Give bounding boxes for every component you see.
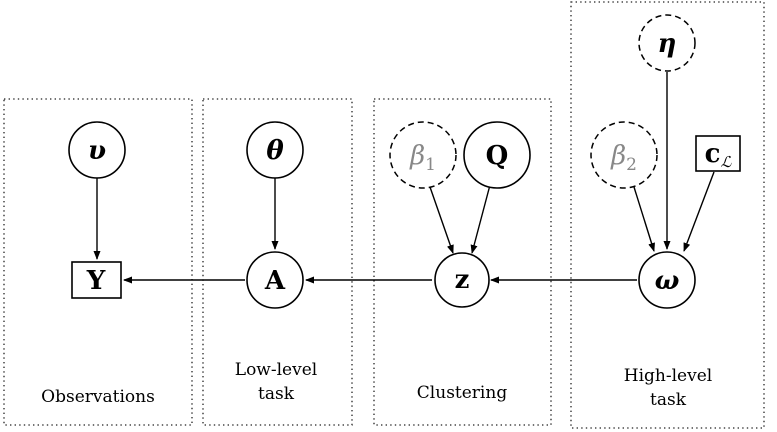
A-symbol: A	[264, 266, 286, 296]
theta-symbol: θ	[266, 136, 284, 166]
Y-symbol: Y	[86, 266, 106, 296]
omega-node	[639, 252, 695, 308]
omega-symbol: ω	[654, 266, 680, 296]
A-node	[247, 252, 303, 308]
eta-node	[639, 15, 695, 71]
cL-subscript: ℒ	[720, 153, 732, 171]
z-node	[435, 253, 489, 307]
beta2-symbol: β	[611, 141, 627, 171]
beta1-subscript: 1	[425, 155, 436, 175]
low-level-task-label-line1: Low-level	[234, 360, 318, 380]
low-level-task-label-line2: task	[258, 384, 294, 404]
cL-node	[696, 136, 740, 171]
z-symbol: z	[454, 265, 470, 295]
high-level-task-label-line2: task	[650, 390, 686, 410]
upsilon-node	[69, 122, 125, 178]
clustering-label: Clustering	[416, 383, 508, 403]
observations-label: Observations	[41, 387, 155, 407]
cL-symbol: c	[704, 139, 721, 169]
Q-node	[464, 122, 530, 188]
eta-symbol: η	[657, 29, 677, 59]
beta1-symbol: β	[410, 141, 426, 171]
upsilon-symbol: υ	[87, 136, 107, 166]
Q-symbol: Q	[485, 141, 509, 171]
beta2-node	[591, 122, 657, 188]
high-level-task-label-line1: High-level	[623, 366, 713, 386]
theta-node	[247, 122, 303, 178]
edge-beta1-to-z	[430, 187, 453, 253]
beta2-subscript: 2	[626, 155, 637, 175]
edge-Q-to-z	[472, 185, 490, 253]
beta1-node	[390, 122, 456, 188]
edge-beta2-to-omega	[634, 187, 654, 251]
Y-node	[72, 262, 121, 298]
edge-cL-to-omega	[684, 172, 714, 251]
